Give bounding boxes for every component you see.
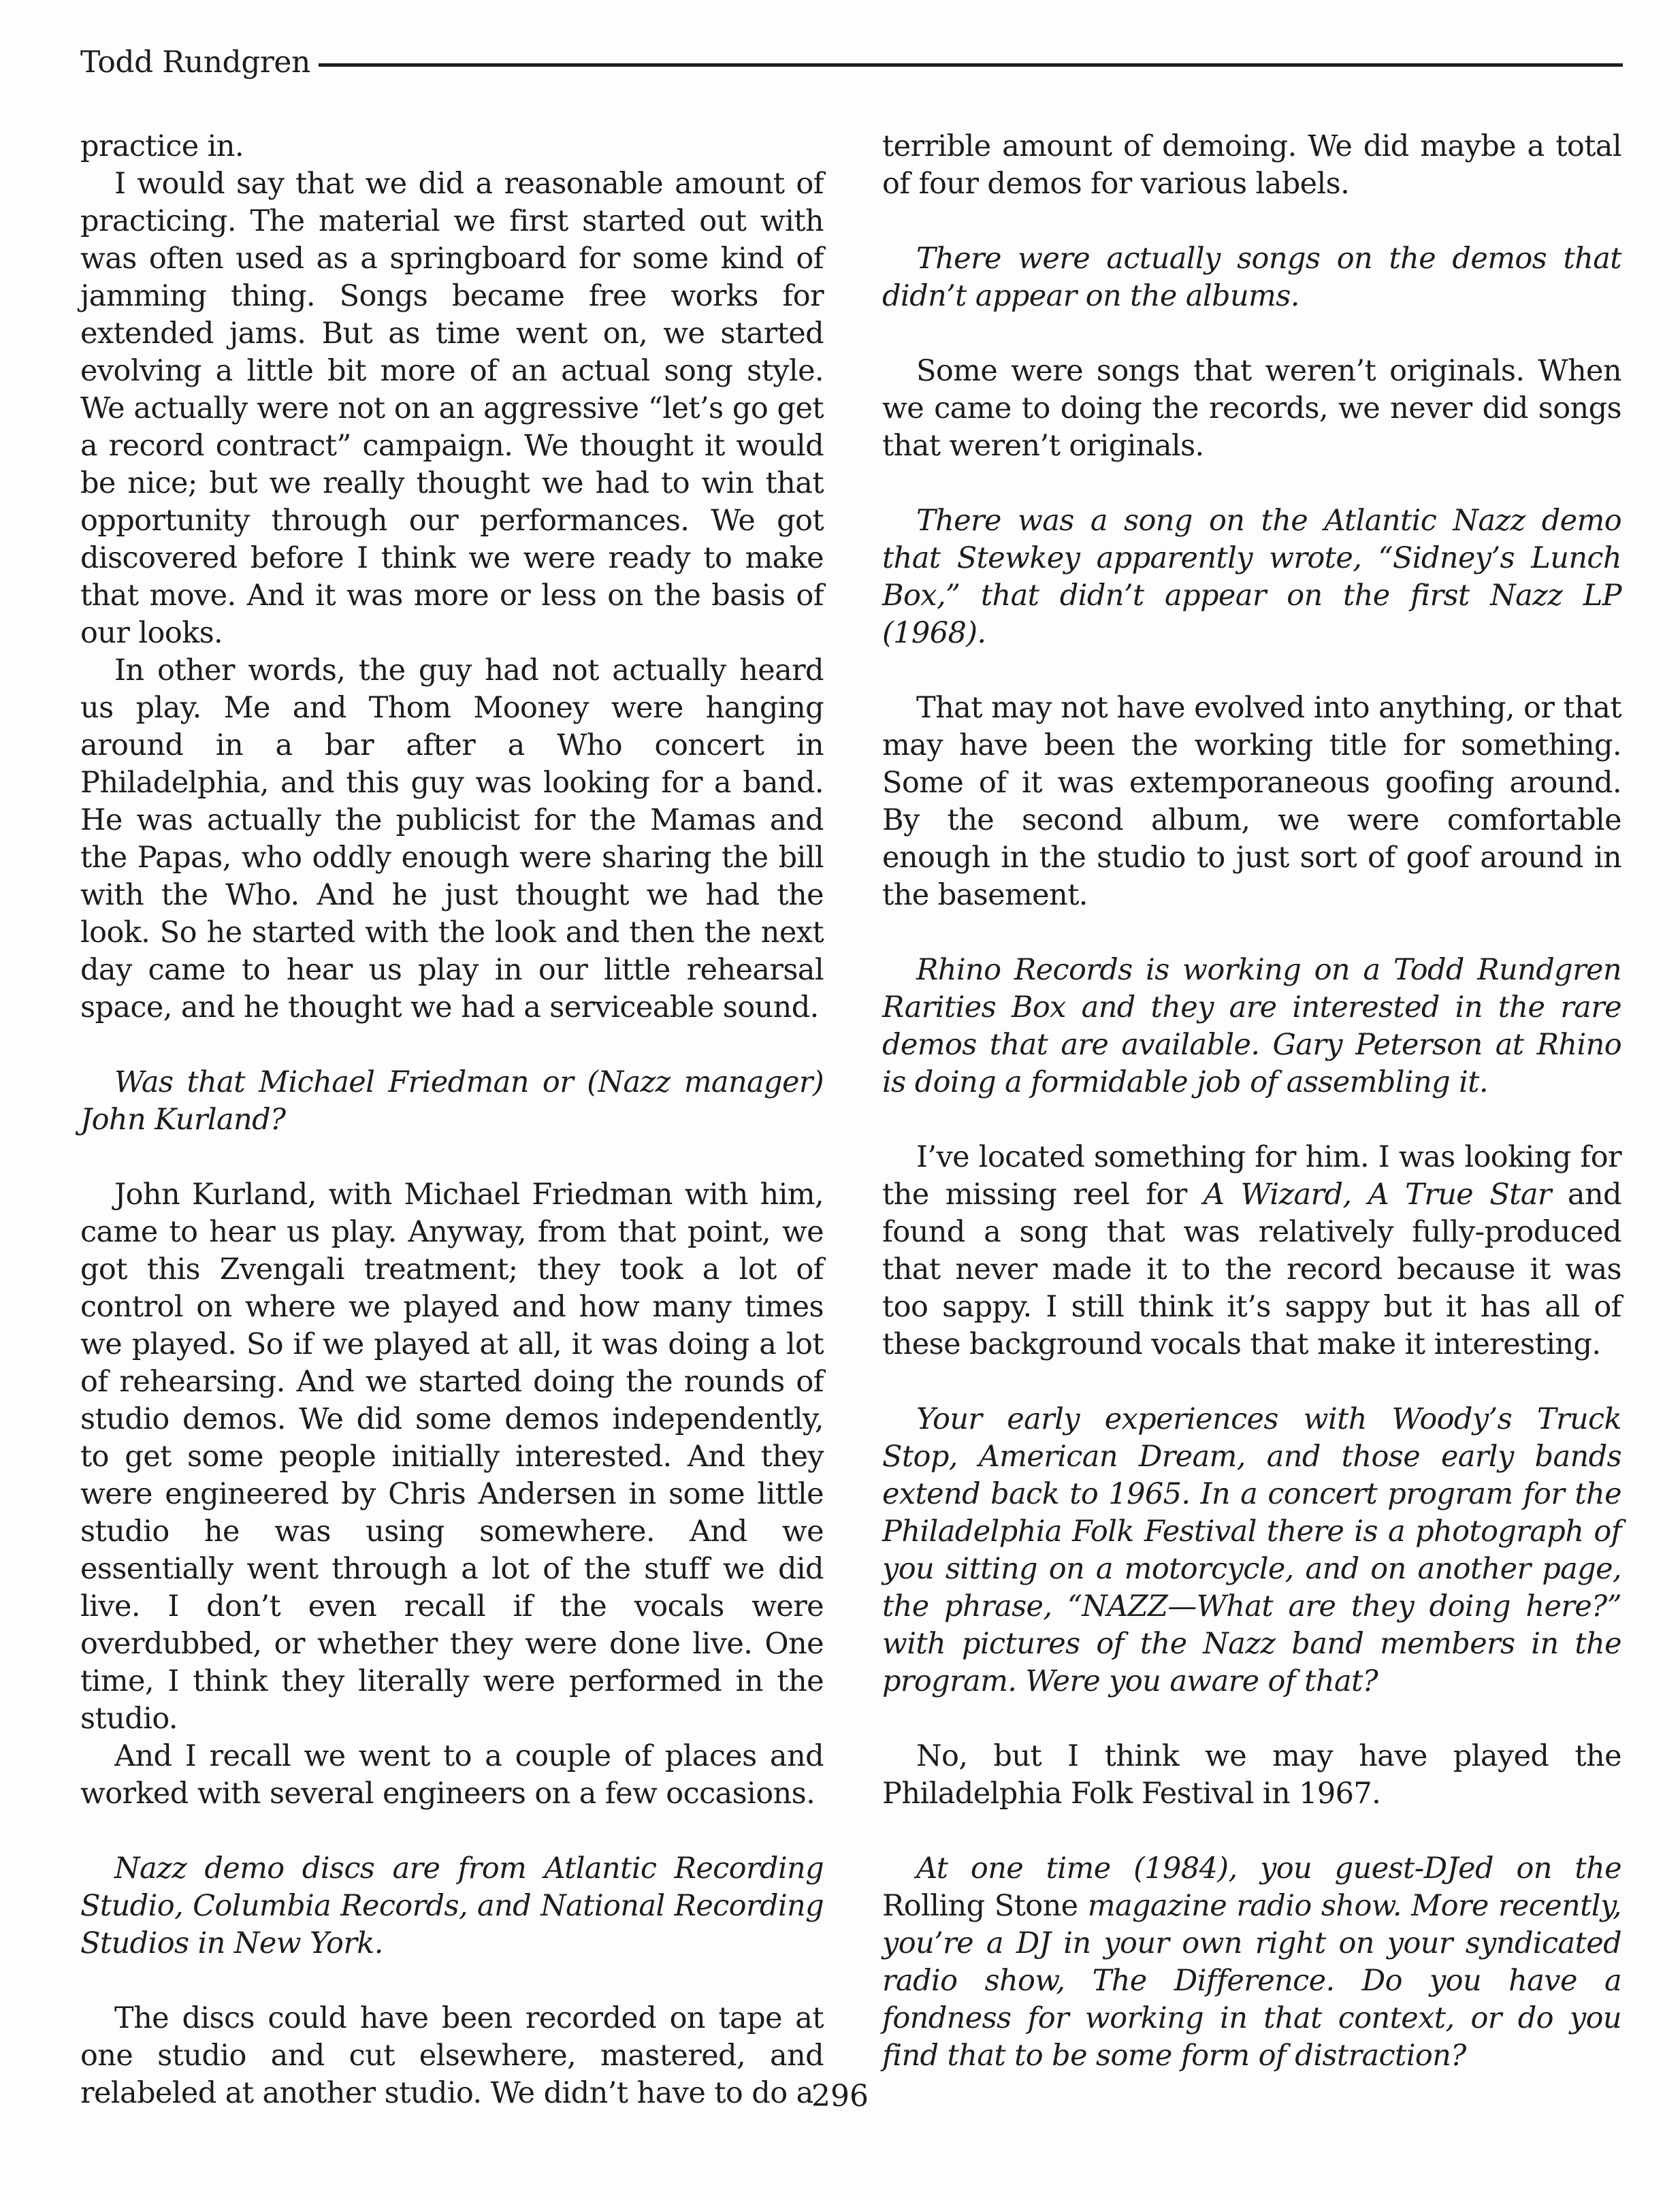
- running-header: [80, 42, 1623, 83]
- answer-paragraph: In other words, the guy had not actually heard us play. Me and Thom Mooney were hanging around in a bar after a Who concert in Philadelphia, and this guy was looking for a band. He was actually the publicist for the Mamas and the Papas, who oddly enough were sharing the bill with the Who. And he just thought we had the look. So he started with the look and then the next day came to hear us play in our little rehearsal space, and he thought we had a serviceable sound.: [80, 653, 824, 1024]
- header-rule: [319, 63, 1623, 67]
- interview-question: There were actually songs on the demos that didn’t appear on the albums.: [882, 242, 1621, 313]
- running-header-title: Todd Rundgren: [80, 45, 310, 80]
- answer-paragraph: practice in.: [80, 129, 244, 163]
- answer-paragraph: John Kurland, with Michael Friedman with him, came to hear us play. Anyway, from that point, we got this Zvengali treatment; they took a lot of control on where we played and how many times we played. So if we played at all, it was doing a lot of rehearsing. And we started doing the rounds of studio demos. We did some demos independently, to get some people initially interested. And they were engineered by Chris Andersen in some little studio he was using somewhere. And we essentially went through a lot of the stuff we did live. I don’t even recall if the vocals were overdubbed, or whether they were done live. One time, I think they literally were performed in the studio.: [80, 1178, 824, 1736]
- answer-paragraph: That may not have evolved into anything, or that may have been the working title for something. Some of it was extemporaneous goofing around. By the second album, we were comfortable enough in the studio to just sort of goof around in the basement.: [882, 691, 1621, 912]
- right-column: [882, 128, 1621, 2075]
- interview-question: There was a song on the Atlantic Nazz demo that Stewkey apparently wrote, “Sidney’s Lunch Box,” that didn’t appear on the first Nazz LP (1968).: [882, 504, 1621, 650]
- answer-text: and found a song that was relatively fully-produced that never made it to the record because it was too sappy. I still think it’s sappy but it has all of these background vocals that make it interesting.: [882, 1178, 1621, 1361]
- interview-question: [882, 1850, 1621, 2075]
- answer-paragraph: [882, 1139, 1621, 1363]
- answer-paragraph: I would say that we did a reasonable amount of practicing. The material we first started out with was often used as a springboard for some kind of jamming thing. Songs became free works for extended jams. But as time went on, we started evolving a little bit more of an actual song style. We actually were not on an aggressive “let’s go get a record contract” campaign. We thought it would be nice; but we really thought we had to win that opportunity through our performances. We got discovered before I think we were ready to make that move. And it was more or less on the basis of our looks.: [80, 167, 824, 650]
- question-text: magazine radio show. More recently, you’re a DJ in your own right on your syndicated radio show, The Difference. Do you have a fondness for working in that context, or do you find that to be some form of distraction?: [882, 1889, 1621, 2073]
- question-text: At one time (1984), you guest-DJed on the: [916, 1851, 1621, 1886]
- answer-paragraph: terrible amount of demoing. We did maybe a total of four demos for various labels.: [882, 129, 1621, 201]
- answer-paragraph: And I recall we went to a couple of places and worked with several engineers on a few occasions.: [80, 1739, 824, 1811]
- left-column: [80, 128, 824, 2112]
- answer-paragraph: Some were songs that weren’t originals. When we came to doing the records, we never did songs that weren’t originals.: [882, 354, 1621, 463]
- page-number: 296: [811, 2079, 869, 2114]
- answer-text: I’ve located something for him. I was looking for the missing reel for: [882, 1140, 1621, 1212]
- publication-name: Rolling Stone: [882, 1889, 1078, 1923]
- answer-paragraph: No, but I think we may have played the Philadelphia Folk Festival in 1967.: [882, 1739, 1621, 1811]
- album-title: A Wizard, A True Star: [1203, 1178, 1551, 1212]
- answer-paragraph: The discs could have been recorded on tape at one studio and cut elsewhere, mastered, and relabeled at another studio. We didn’t have to do a: [80, 2001, 824, 2110]
- interview-question: Your early experiences with Woody’s Truck Stop, American Dream, and those early bands extend back to 1965. In a concert program for the Philadelphia Folk Festival there is a photograph of you sitting on a motorcycle, and on another page, the phrase, “NAZZ—What are they doing here?” with pictures of the Nazz band members in the program. Were you aware of that?: [882, 1402, 1621, 1698]
- interview-question: Nazz demo discs are from Atlantic Recording Studio, Columbia Records, and National Recording Studios in New York.: [80, 1851, 824, 1960]
- interview-question: Was that Michael Friedman or (Nazz manager) John Kurland?: [80, 1065, 824, 1137]
- interview-question: Rhino Records is working on a Todd Rundgren Rarities Box and they are interested in the rare demos that are available. Gary Peterson at Rhino is doing a formidable job of assembling it.: [882, 953, 1621, 1099]
